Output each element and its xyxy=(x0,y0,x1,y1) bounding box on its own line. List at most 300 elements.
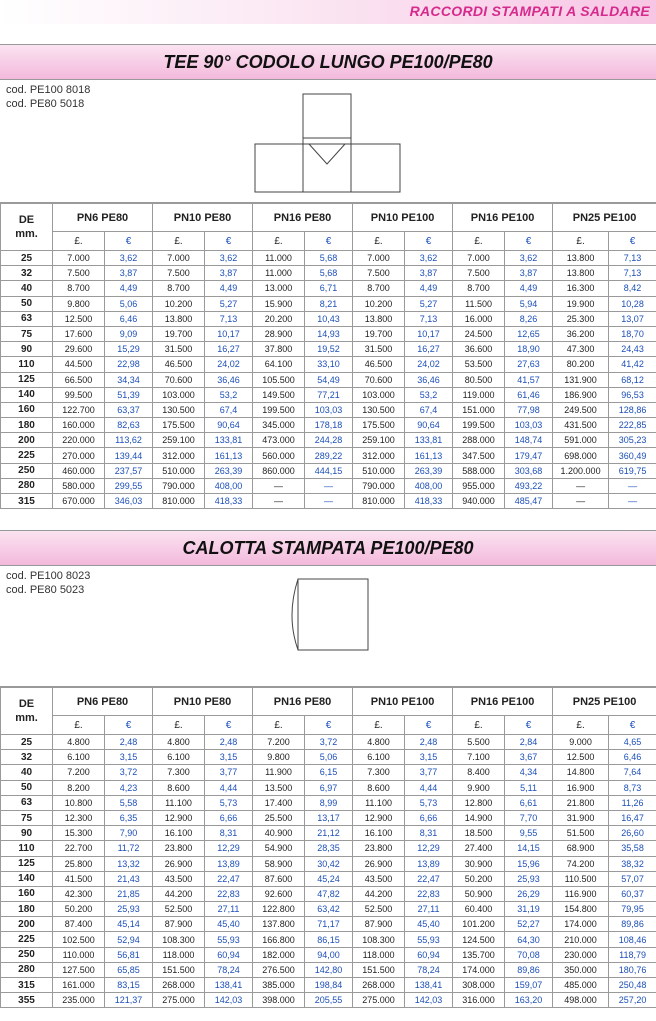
code-pe100: cod. PE100 8018 xyxy=(6,84,91,96)
price-euro-cell: 4,65 xyxy=(609,735,656,750)
price-lire-cell: 58.900 xyxy=(253,856,305,871)
table-row xyxy=(1,826,656,841)
price-lire-cell: 7.500 xyxy=(153,266,205,281)
price-lire-cell: 560.000 xyxy=(253,448,305,463)
table-row xyxy=(1,266,656,281)
price-lire-cell: 116.900 xyxy=(553,886,609,901)
diameter-cell: 25 xyxy=(1,735,53,750)
price-euro-cell: 90,64 xyxy=(405,418,453,433)
diameter-cell: 75 xyxy=(1,326,53,341)
price-euro-cell: 5,73 xyxy=(405,795,453,810)
price-euro-cell: 6,66 xyxy=(405,810,453,825)
price-lire-cell: 135.700 xyxy=(453,947,505,962)
price-lire-cell: 44.200 xyxy=(153,886,205,901)
drawing-area-tee xyxy=(0,80,656,203)
price-euro-cell: — xyxy=(609,478,656,493)
price-euro-cell: 12,29 xyxy=(205,841,253,856)
price-lire-cell: 510.000 xyxy=(153,463,205,478)
price-euro-cell: 24,02 xyxy=(205,357,253,372)
price-euro-cell: 22,47 xyxy=(405,871,453,886)
euro-header: € xyxy=(505,716,553,735)
diameter-cell: 160 xyxy=(1,886,53,901)
price-table-tee xyxy=(0,203,656,509)
price-euro-cell: 71,17 xyxy=(305,917,353,932)
price-euro-cell: 79,95 xyxy=(609,902,656,917)
price-lire-cell: 259.100 xyxy=(353,433,405,448)
price-euro-cell: 16,27 xyxy=(405,342,453,357)
price-euro-cell: 3,62 xyxy=(405,251,453,266)
price-lire-cell: 14.900 xyxy=(453,810,505,825)
price-euro-cell: 408,00 xyxy=(405,478,453,493)
price-euro-cell: 33,10 xyxy=(305,357,353,372)
price-euro-cell: 13,17 xyxy=(305,810,353,825)
price-lire-cell: 119.000 xyxy=(453,387,505,402)
euro-header: € xyxy=(305,716,353,735)
section-title-tee: TEE 90° CODOLO LUNGO PE100/PE80 xyxy=(0,44,656,80)
price-euro-cell: 24,02 xyxy=(405,357,453,372)
price-lire-cell: 108.300 xyxy=(153,932,205,947)
price-lire-cell: 52.500 xyxy=(153,902,205,917)
price-euro-cell: 7,13 xyxy=(405,311,453,326)
top-banner xyxy=(0,0,656,24)
price-lire-cell: 7.200 xyxy=(53,765,105,780)
price-lire-cell: 11.100 xyxy=(353,795,405,810)
price-euro-cell: 6,61 xyxy=(505,795,553,810)
price-lire-cell: 6.100 xyxy=(153,750,205,765)
price-lire-cell: — xyxy=(253,478,305,493)
price-lire-cell: 28.900 xyxy=(253,326,305,341)
table-row xyxy=(1,886,656,901)
price-euro-cell: 418,33 xyxy=(205,494,253,509)
price-lire-cell: 41.500 xyxy=(53,871,105,886)
price-lire-cell: 149.500 xyxy=(253,387,305,402)
diameter-cell: 180 xyxy=(1,902,53,917)
price-lire-cell: 288.000 xyxy=(453,433,505,448)
price-euro-cell: 3,67 xyxy=(505,750,553,765)
price-lire-cell: 131.900 xyxy=(553,372,609,387)
group-header: PN10 PE80 xyxy=(153,204,253,232)
price-lire-cell: 27.400 xyxy=(453,841,505,856)
price-lire-cell: 21.800 xyxy=(553,795,609,810)
price-euro-cell: 4,49 xyxy=(405,281,453,296)
price-lire-cell: 15.900 xyxy=(253,296,305,311)
price-euro-cell: 30,42 xyxy=(305,856,353,871)
euro-header: € xyxy=(105,716,153,735)
price-euro-cell: 77,98 xyxy=(505,402,553,417)
price-euro-cell: 128,86 xyxy=(609,402,656,417)
price-lire-cell: 46.500 xyxy=(153,357,205,372)
price-euro-cell: 35,58 xyxy=(609,841,656,856)
price-euro-cell: 8,73 xyxy=(609,780,656,795)
price-lire-cell: 103.000 xyxy=(153,387,205,402)
group-header: PN6 PE80 xyxy=(53,204,153,232)
euro-header: € xyxy=(609,232,656,251)
price-lire-cell: 7.500 xyxy=(353,266,405,281)
price-euro-cell: 619,75 xyxy=(609,463,656,478)
group-header: PN6 PE80 xyxy=(53,688,153,716)
price-euro-cell: 6,35 xyxy=(105,810,153,825)
price-lire-cell: 37.800 xyxy=(253,342,305,357)
price-lire-cell: — xyxy=(553,494,609,509)
price-lire-cell: 182.000 xyxy=(253,947,305,962)
price-euro-cell: 13,32 xyxy=(105,856,153,871)
price-lire-cell: 26.900 xyxy=(353,856,405,871)
price-euro-cell: 10,17 xyxy=(205,326,253,341)
group-header: PN16 PE80 xyxy=(253,204,353,232)
price-euro-cell: 133,81 xyxy=(405,433,453,448)
price-lire-cell: 312.000 xyxy=(353,448,405,463)
price-euro-cell: 27,11 xyxy=(205,902,253,917)
price-euro-cell: 65,85 xyxy=(105,962,153,977)
price-euro-cell: 13,07 xyxy=(609,311,656,326)
price-lire-cell: 940.000 xyxy=(453,494,505,509)
price-euro-cell: 3,72 xyxy=(105,765,153,780)
price-lire-cell: 790.000 xyxy=(353,478,405,493)
euro-header: € xyxy=(505,232,553,251)
price-lire-cell: 14.800 xyxy=(553,765,609,780)
diameter-cell: 50 xyxy=(1,296,53,311)
lire-header: £. xyxy=(553,232,609,251)
price-lire-cell: 13.000 xyxy=(253,281,305,296)
price-lire-cell: 43.500 xyxy=(353,871,405,886)
price-lire-cell: 43.500 xyxy=(153,871,205,886)
diameter-cell: 90 xyxy=(1,826,53,841)
price-euro-cell: 244,28 xyxy=(305,433,353,448)
price-lire-cell: 11.500 xyxy=(453,296,505,311)
price-euro-cell: 27,11 xyxy=(405,902,453,917)
price-euro-cell: 179,47 xyxy=(505,448,553,463)
price-euro-cell: 3,87 xyxy=(505,266,553,281)
price-euro-cell: 14,15 xyxy=(505,841,553,856)
price-lire-cell: 398.000 xyxy=(253,993,305,1008)
price-lire-cell: 44.200 xyxy=(353,886,405,901)
price-euro-cell: 14,93 xyxy=(305,326,353,341)
diameter-cell: 40 xyxy=(1,765,53,780)
price-euro-cell: 61,46 xyxy=(505,387,553,402)
price-lire-cell: 19.700 xyxy=(353,326,405,341)
price-lire-cell: 103.000 xyxy=(353,387,405,402)
price-euro-cell: 121,37 xyxy=(105,993,153,1008)
price-lire-cell: 16.100 xyxy=(153,826,205,841)
price-lire-cell: 1.200.000 xyxy=(553,463,609,478)
diameter-cell: 315 xyxy=(1,494,53,509)
code-pe80: cod. PE80 5023 xyxy=(6,584,85,596)
price-lire-cell: 154.800 xyxy=(553,902,609,917)
price-euro-cell: 3,15 xyxy=(405,750,453,765)
diameter-cell: 50 xyxy=(1,780,53,795)
price-lire-cell: 235.000 xyxy=(53,993,105,1008)
price-euro-cell: 138,41 xyxy=(205,978,253,993)
price-euro-cell: 38,32 xyxy=(609,856,656,871)
diameter-cell: 250 xyxy=(1,947,53,962)
price-euro-cell: 113,62 xyxy=(105,433,153,448)
price-lire-cell: 230.000 xyxy=(553,947,609,962)
group-header: PN10 PE80 xyxy=(153,688,253,716)
price-euro-cell: 142,03 xyxy=(205,993,253,1008)
price-euro-cell: 103,03 xyxy=(505,418,553,433)
price-euro-cell: 4,34 xyxy=(505,765,553,780)
price-lire-cell: 151.500 xyxy=(153,962,205,977)
price-euro-cell: 4,49 xyxy=(105,281,153,296)
price-euro-cell: 19,52 xyxy=(305,342,353,357)
price-euro-cell: 6,46 xyxy=(609,750,656,765)
price-lire-cell: 8.600 xyxy=(153,780,205,795)
price-euro-cell: 493,22 xyxy=(505,478,553,493)
price-euro-cell: 3,87 xyxy=(405,266,453,281)
price-euro-cell: 3,72 xyxy=(305,735,353,750)
lire-header: £. xyxy=(253,716,305,735)
price-euro-cell: 7,13 xyxy=(609,266,656,281)
price-lire-cell: 16.000 xyxy=(453,311,505,326)
price-lire-cell: 50.900 xyxy=(453,886,505,901)
price-euro-cell: 163,20 xyxy=(505,993,553,1008)
price-lire-cell: — xyxy=(253,494,305,509)
price-lire-cell: 485.000 xyxy=(553,978,609,993)
price-lire-cell: 270.000 xyxy=(53,448,105,463)
price-lire-cell: 40.900 xyxy=(253,826,305,841)
price-lire-cell: 698.000 xyxy=(553,448,609,463)
price-euro-cell: 45,14 xyxy=(105,917,153,932)
diameter-cell: 225 xyxy=(1,932,53,947)
price-lire-cell: 16.300 xyxy=(553,281,609,296)
price-euro-cell: 299,55 xyxy=(105,478,153,493)
price-euro-cell: 5,27 xyxy=(205,296,253,311)
price-euro-cell: 5,73 xyxy=(205,795,253,810)
price-lire-cell: 249.500 xyxy=(553,402,609,417)
table-row xyxy=(1,947,656,962)
price-euro-cell: 67,4 xyxy=(405,402,453,417)
price-euro-cell: 6,46 xyxy=(105,311,153,326)
price-lire-cell: 108.300 xyxy=(353,932,405,947)
price-lire-cell: 5.500 xyxy=(453,735,505,750)
price-lire-cell: 102.500 xyxy=(53,932,105,947)
section-title-calotta: CALOTTA STAMPATA PE100/PE80 xyxy=(0,530,656,566)
table-row xyxy=(1,448,656,463)
price-euro-cell: 54,49 xyxy=(305,372,353,387)
group-header: PN10 PE100 xyxy=(353,688,453,716)
price-euro-cell: 485,47 xyxy=(505,494,553,509)
price-lire-cell: 174.000 xyxy=(453,962,505,977)
price-euro-cell: 3,77 xyxy=(205,765,253,780)
price-euro-cell: 55,93 xyxy=(405,932,453,947)
price-lire-cell: 80.200 xyxy=(553,357,609,372)
price-lire-cell: 99.500 xyxy=(53,387,105,402)
diameter-cell: 315 xyxy=(1,978,53,993)
price-lire-cell: 44.500 xyxy=(53,357,105,372)
price-lire-cell: 13.800 xyxy=(353,311,405,326)
price-lire-cell: 26.900 xyxy=(153,856,205,871)
price-lire-cell: 46.500 xyxy=(353,357,405,372)
diameter-cell: 160 xyxy=(1,402,53,417)
table-row xyxy=(1,735,656,750)
group-header: PN16 PE100 xyxy=(453,204,553,232)
price-euro-cell: 4,23 xyxy=(105,780,153,795)
cap-fitting-drawing xyxy=(278,576,378,654)
price-euro-cell: 263,39 xyxy=(405,463,453,478)
price-lire-cell: 8.700 xyxy=(153,281,205,296)
price-euro-cell: 21,85 xyxy=(105,886,153,901)
table-row xyxy=(1,494,656,509)
price-lire-cell: 25.300 xyxy=(553,311,609,326)
price-lire-cell: 151.500 xyxy=(353,962,405,977)
price-euro-cell: 45,40 xyxy=(205,917,253,932)
price-euro-cell: 6,97 xyxy=(305,780,353,795)
table-row xyxy=(1,932,656,947)
price-euro-cell: 108,46 xyxy=(609,932,656,947)
price-euro-cell: 205,55 xyxy=(305,993,353,1008)
price-lire-cell: 19.700 xyxy=(153,326,205,341)
price-lire-cell: 12.500 xyxy=(53,311,105,326)
diameter-cell: 32 xyxy=(1,750,53,765)
table-row xyxy=(1,750,656,765)
table-row xyxy=(1,251,656,266)
price-euro-cell: 22,98 xyxy=(105,357,153,372)
price-lire-cell: 7.300 xyxy=(153,765,205,780)
price-euro-cell: 64,30 xyxy=(505,932,553,947)
price-lire-cell: 9.800 xyxy=(53,296,105,311)
price-euro-cell: 22,83 xyxy=(405,886,453,901)
price-euro-cell: 5,58 xyxy=(105,795,153,810)
diameter-cell: 25 xyxy=(1,251,53,266)
price-lire-cell: 101.200 xyxy=(453,917,505,932)
price-lire-cell: 50.200 xyxy=(453,871,505,886)
price-lire-cell: 166.800 xyxy=(253,932,305,947)
price-lire-cell: 9.000 xyxy=(553,735,609,750)
price-lire-cell: 7.300 xyxy=(353,765,405,780)
price-euro-cell: 8,99 xyxy=(305,795,353,810)
price-euro-cell: 6,71 xyxy=(305,281,353,296)
table-row xyxy=(1,311,656,326)
table-row xyxy=(1,871,656,886)
price-lire-cell: 385.000 xyxy=(253,978,305,993)
price-lire-cell: 9.900 xyxy=(453,780,505,795)
price-lire-cell: 66.500 xyxy=(53,372,105,387)
price-euro-cell: 36,46 xyxy=(405,372,453,387)
price-lire-cell: 7.000 xyxy=(353,251,405,266)
price-lire-cell: 275.000 xyxy=(353,993,405,1008)
price-lire-cell: 16.900 xyxy=(553,780,609,795)
price-lire-cell: 11.900 xyxy=(253,765,305,780)
banner-title: RACCORDI STAMPATI A SALDARE xyxy=(409,3,650,19)
price-euro-cell: 11,26 xyxy=(609,795,656,810)
price-lire-cell: 23.800 xyxy=(153,841,205,856)
code-pe80: cod. PE80 5018 xyxy=(6,98,85,110)
price-lire-cell: 52.500 xyxy=(353,902,405,917)
price-euro-cell: 78,24 xyxy=(405,962,453,977)
price-euro-cell: 2,48 xyxy=(105,735,153,750)
price-euro-cell: 47,82 xyxy=(305,886,353,901)
price-euro-cell: 57,07 xyxy=(609,871,656,886)
price-euro-cell: 82,63 xyxy=(105,418,153,433)
price-euro-cell: 250,48 xyxy=(609,978,656,993)
diameter-cell: 110 xyxy=(1,841,53,856)
price-lire-cell: 15.300 xyxy=(53,826,105,841)
price-euro-cell: 52,27 xyxy=(505,917,553,932)
price-lire-cell: 12.900 xyxy=(153,810,205,825)
price-euro-cell: 45,40 xyxy=(405,917,453,932)
price-lire-cell: 8.200 xyxy=(53,780,105,795)
price-lire-cell: 199.500 xyxy=(253,402,305,417)
price-euro-cell: 178,18 xyxy=(305,418,353,433)
price-euro-cell: 222,85 xyxy=(609,418,656,433)
price-lire-cell: 122.700 xyxy=(53,402,105,417)
diameter-cell: 140 xyxy=(1,871,53,886)
price-euro-cell: 94,00 xyxy=(305,947,353,962)
price-lire-cell: 13.800 xyxy=(153,311,205,326)
price-euro-cell: 289,22 xyxy=(305,448,353,463)
price-lire-cell: 30.900 xyxy=(453,856,505,871)
price-euro-cell: 18,90 xyxy=(505,342,553,357)
price-lire-cell: 8.700 xyxy=(353,281,405,296)
price-lire-cell: 74.200 xyxy=(553,856,609,871)
price-lire-cell: 580.000 xyxy=(53,478,105,493)
price-lire-cell: 259.100 xyxy=(153,433,205,448)
table-row xyxy=(1,281,656,296)
lire-header: £. xyxy=(353,716,405,735)
price-lire-cell: 80.500 xyxy=(453,372,505,387)
price-lire-cell: 11.000 xyxy=(253,251,305,266)
group-header: PN25 PE100 xyxy=(553,688,656,716)
price-lire-cell: 29.600 xyxy=(53,342,105,357)
price-euro-cell: 3,62 xyxy=(505,251,553,266)
table-row xyxy=(1,326,656,341)
price-lire-cell: 810.000 xyxy=(353,494,405,509)
price-euro-cell: 418,33 xyxy=(405,494,453,509)
price-euro-cell: 3,15 xyxy=(105,750,153,765)
price-euro-cell: 198,84 xyxy=(305,978,353,993)
price-euro-cell: 55,93 xyxy=(205,932,253,947)
diameter-cell: 125 xyxy=(1,856,53,871)
price-euro-cell: 13,89 xyxy=(405,856,453,871)
table-row xyxy=(1,463,656,478)
price-euro-cell: 41,42 xyxy=(609,357,656,372)
price-euro-cell: 2,84 xyxy=(505,735,553,750)
table-row xyxy=(1,296,656,311)
price-euro-cell: 2,48 xyxy=(205,735,253,750)
price-euro-cell: 83,15 xyxy=(105,978,153,993)
price-lire-cell: 36.600 xyxy=(453,342,505,357)
table-row xyxy=(1,418,656,433)
price-euro-cell: 257,20 xyxy=(609,993,656,1008)
price-euro-cell: 22,83 xyxy=(205,886,253,901)
price-lire-cell: 588.000 xyxy=(453,463,505,478)
table-row xyxy=(1,372,656,387)
price-lire-cell: 17.600 xyxy=(53,326,105,341)
euro-header: € xyxy=(609,716,656,735)
diameter-cell: 90 xyxy=(1,342,53,357)
price-lire-cell: 122.800 xyxy=(253,902,305,917)
price-lire-cell: 4.800 xyxy=(53,735,105,750)
price-lire-cell: 124.500 xyxy=(453,932,505,947)
price-lire-cell: 13.500 xyxy=(253,780,305,795)
price-euro-cell: 3,15 xyxy=(205,750,253,765)
price-lire-cell: 10.200 xyxy=(153,296,205,311)
tee-fitting-drawing xyxy=(245,92,410,197)
price-lire-cell: 105.500 xyxy=(253,372,305,387)
diameter-cell: 180 xyxy=(1,418,53,433)
price-euro-cell: 161,13 xyxy=(405,448,453,463)
price-euro-cell: 118,79 xyxy=(609,947,656,962)
price-lire-cell: 312.000 xyxy=(153,448,205,463)
price-lire-cell: 8.700 xyxy=(53,281,105,296)
price-lire-cell: 13.800 xyxy=(553,251,609,266)
price-lire-cell: 130.500 xyxy=(353,402,405,417)
price-euro-cell: 63,37 xyxy=(105,402,153,417)
price-euro-cell: 21,12 xyxy=(305,826,353,841)
group-header: PN10 PE100 xyxy=(353,204,453,232)
table-row xyxy=(1,433,656,448)
price-lire-cell: 591.000 xyxy=(553,433,609,448)
